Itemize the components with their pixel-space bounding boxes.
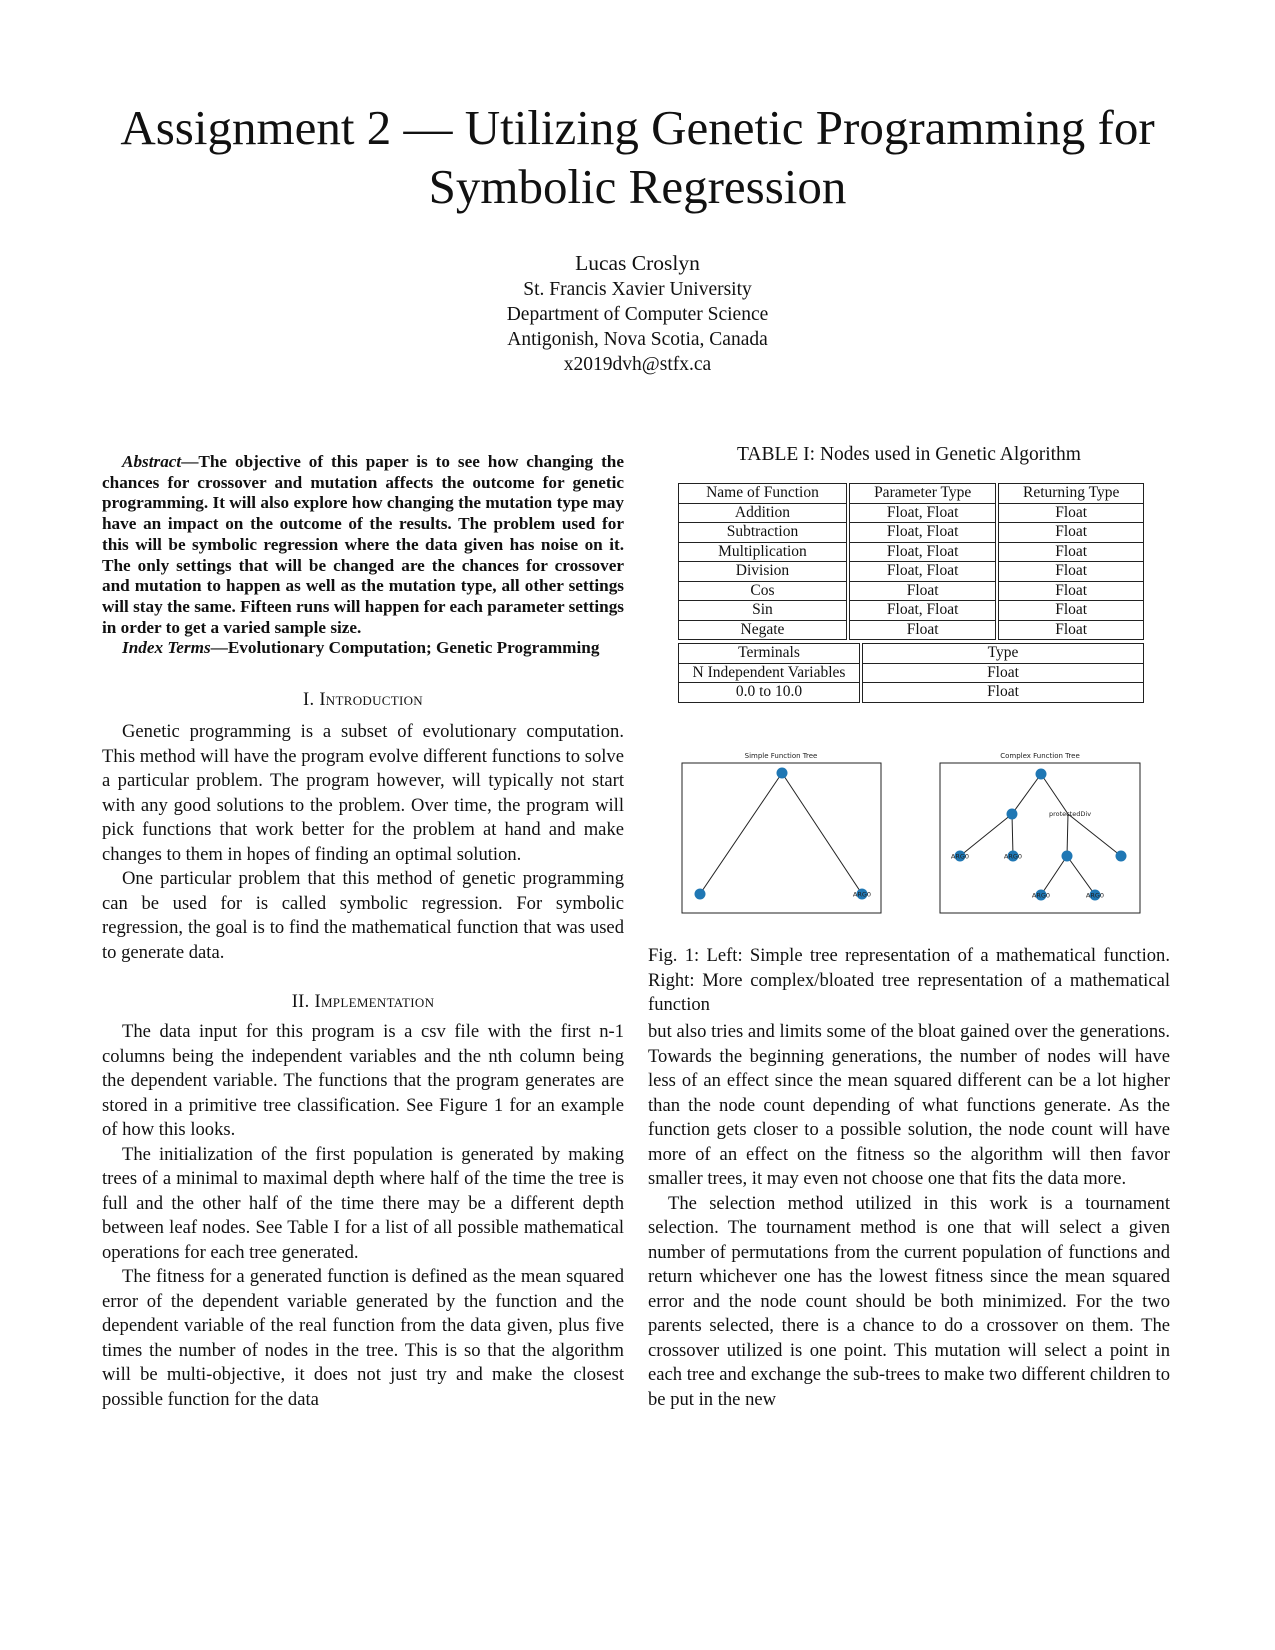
section-heading-introduction [102, 690, 624, 711]
table-header-cell: Parameter Type [848, 484, 997, 504]
tree-edge [700, 773, 782, 894]
table-cell: Float [861, 683, 1144, 703]
tree-edge [782, 773, 862, 894]
table-cell: Subtraction [679, 523, 848, 543]
abstract-label: Abstract [122, 452, 182, 471]
table-cell: Float, Float [848, 503, 997, 523]
table-row [679, 581, 1144, 601]
simple-function-tree [682, 752, 881, 913]
author-block [0, 250, 1275, 377]
tree-edge [1041, 856, 1067, 895]
tree-edge [1012, 774, 1041, 814]
table-cell: Float [848, 620, 997, 640]
section-number: I. [303, 690, 315, 710]
tree-edge [1067, 856, 1095, 895]
author-affiliation: St. Francis Xavier University [523, 279, 752, 300]
author-name: Lucas Croslyn [575, 251, 700, 275]
functions-table [678, 483, 1144, 640]
tree-edge [1012, 814, 1013, 856]
table-cell: N Independent Variables [679, 663, 862, 683]
implementation-body-continued [648, 1020, 1170, 1412]
tree-node [695, 889, 706, 900]
table-header-row [679, 484, 1144, 504]
paragraph: but also tries and limits some of the bloat gained over the generations. Towards the beginning generations, the number of nodes will have less of an effect since the mean squared different can be a lot higher than the node count depending of what functions generate. As the function gets closer to a possible solution, the node count will have more of an effect on the fitness so the algorithm will then favor smaller trees, it may even not choose one that fits the data more. [648, 1021, 1170, 1189]
tree-node [1062, 851, 1073, 862]
table-cell: Float [997, 620, 1143, 640]
table-header-row [679, 644, 1144, 664]
table-cell: Float, Float [848, 562, 997, 582]
paragraph: The fitness for a generated function is defined as the mean squared error of the dependent variable generated by the function and the dependent variable of the real function from the data given, plus five times the number of nodes in the tree. This is so that the algorithm will be multi-objective, it does not just try and make the closest possible function for the data [102, 1266, 624, 1410]
table-header-cell: Terminals [679, 644, 862, 664]
paragraph: The selection method utilized in this work is a tournament selection. The tournament method is one that will select a given number of permutations from the current population of functions and return whichever one has the lowest fitness since the mean squared error and the node count should be both minimized. For the two parents selected, there is a chance to do a crossover on them. The crossover utilized is one point. This mutation will select a point in each tree and exchange the sub-trees to make two different children to be put in the new [648, 1192, 1170, 1410]
table-cell: Cos [679, 581, 848, 601]
section-title: Implementation [314, 992, 435, 1012]
table-row [679, 601, 1144, 621]
author-location: Antigonish, Nova Scotia, Canada [507, 329, 768, 350]
table-cell: Multiplication [679, 542, 848, 562]
index-terms [102, 638, 624, 659]
table-row [679, 503, 1144, 523]
terminals-table [678, 643, 1144, 703]
table-cell: Float [997, 601, 1143, 621]
section-title: Introduction [319, 690, 423, 710]
introduction-body [102, 720, 624, 965]
figure-caption: Fig. 1: Left: Simple tree representation of a mathematical function. Right: More complex/bloated tree representation of a mathematical function [648, 945, 1170, 1015]
node-label: ARG0 [950, 852, 970, 861]
table-cell: Sin [679, 601, 848, 621]
abstract-paragraph [102, 452, 624, 638]
table-header-cell: Returning Type [997, 484, 1143, 504]
table-cell: Addition [679, 503, 848, 523]
tree-edge [1041, 774, 1068, 814]
table-cell: Float [848, 581, 997, 601]
paragraph: One particular problem that this method of genetic programming can be used for is called symbolic regression. For symbolic regression, the goal is to find the mathematical function that was used to generate data. [102, 868, 624, 963]
tree-node [1116, 851, 1127, 862]
table-row [679, 663, 1144, 683]
table-cell: Float [997, 503, 1143, 523]
table-row [679, 562, 1144, 582]
abstract [102, 452, 624, 659]
author-department: Department of Computer Science [506, 304, 769, 325]
table-cell: Float, Float [848, 601, 997, 621]
table-row [679, 683, 1144, 703]
section-number: II. [291, 992, 310, 1012]
left-tree-frame [682, 763, 881, 913]
table-cell: Float [861, 663, 1144, 683]
table-row [679, 542, 1144, 562]
table-row [679, 523, 1144, 543]
tree-edge [960, 814, 1012, 856]
implementation-body [102, 1020, 624, 1412]
table-cell: Float [997, 562, 1143, 582]
tree-node [1007, 809, 1018, 820]
node-label: ARG0 [852, 890, 872, 899]
node-label: ARG0 [1003, 852, 1023, 861]
tree-edge [1068, 814, 1121, 856]
complex-function-tree [940, 752, 1140, 913]
tree-edge [1067, 814, 1068, 856]
section-heading-implementation [102, 992, 624, 1013]
node-label: protectedDiv [1048, 810, 1092, 818]
table-caption: TABLE I: Nodes used in Genetic Algorithm [737, 444, 1081, 465]
table-cell: Float, Float [848, 523, 997, 543]
table-header-cell: Name of Function [679, 484, 848, 504]
table-cell: Division [679, 562, 848, 582]
table-cell: Float [997, 523, 1143, 543]
index-terms-text: —Evolutionary Computation; Genetic Programming [210, 638, 600, 658]
table-cell: 0.0 to 10.0 [679, 683, 862, 703]
paper-title: Assignment 2 — Utilizing Genetic Programming for Symbolic Regression [120, 100, 1155, 214]
node-label: ARG0 [1085, 891, 1105, 900]
table-header-cell: Type [861, 644, 1144, 664]
figure-1 [648, 748, 1170, 918]
paragraph: Genetic programming is a subset of evolutionary computation. This method will have the program evolve different functions to solve a particular problem. The program however, will typically not start with any good solutions to the problem. Over time, the program will pick functions that work better for the problem at hand and make changes to them in hopes of finding an optimal solution. [102, 721, 624, 865]
tree-node [1036, 769, 1047, 780]
table-cell: Float [997, 542, 1143, 562]
node-label: ARG0 [1031, 891, 1051, 900]
tree-node [777, 768, 788, 779]
paragraph: The data input for this program is a csv file with the first n-1 columns being the independent variables and the nth column being the dependent variable. The functions that the program generates are stored in a primitive tree classification. See Figure 1 for an example of how this looks. [102, 1021, 624, 1140]
paragraph: The initialization of the first population is generated by making trees of a minimal to maximal depth where half of the time the tree is full and the other half of the time there may be a different depth between leaf nodes. See Table I for a list of all possible mathematical operations for each tree generated. [102, 1143, 624, 1263]
right-tree-title: Complex Function Tree [1000, 752, 1080, 760]
author-email: x2019dvh@stfx.ca [563, 354, 712, 375]
table-cell: Float [997, 581, 1143, 601]
table-cell: Negate [679, 620, 848, 640]
table-cell: Float, Float [848, 542, 997, 562]
table-row [679, 620, 1144, 640]
abstract-text: —The objective of this paper is to see how changing the chances for crossover and mutation affects the outcome for genetic programming. It will also explore how changing the mutation type may have an impact on the outcome of the results. The problem used for this will be symbolic regression where the data given has noise on it. The only settings that will be changed are the chances for crossover and mutation to happen as well as the mutation type, all other settings will stay the same. Fifteen runs will happen for each parameter settings in order to get a varied sample size. [102, 452, 624, 637]
left-tree-title: Simple Function Tree [744, 752, 818, 760]
index-terms-label: Index Terms [122, 638, 211, 658]
